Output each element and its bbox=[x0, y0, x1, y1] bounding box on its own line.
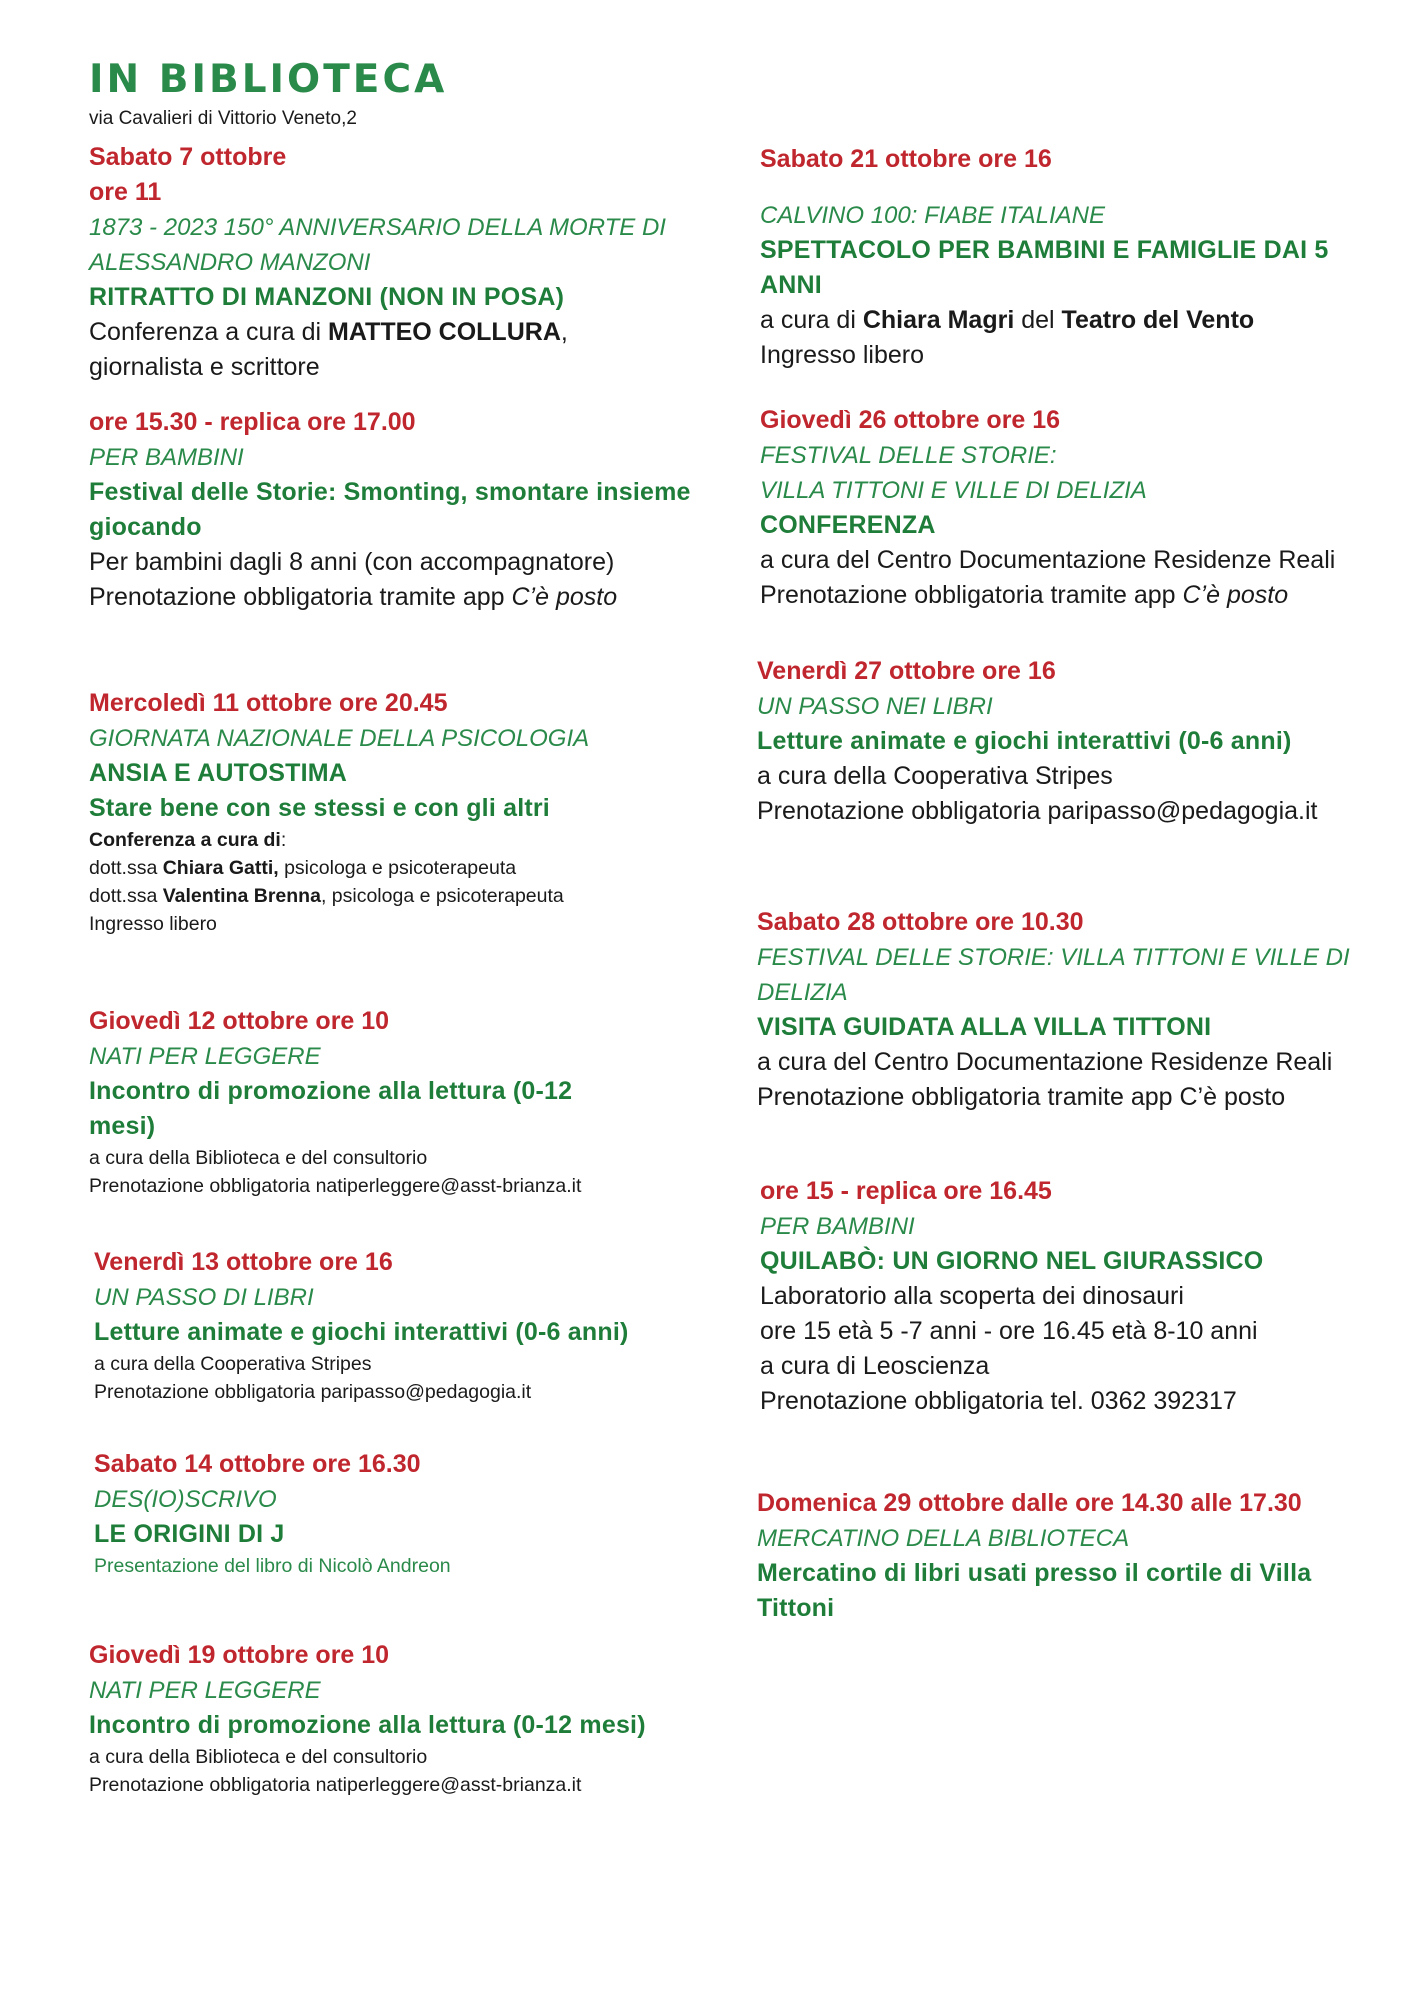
event-info: a cura della Biblioteca e del consultorio bbox=[89, 1147, 428, 1169]
event-time: ore 15 - replica ore 16.45 bbox=[760, 1177, 1052, 1205]
event-calvino bbox=[760, 142, 1328, 373]
event-organizer: a cura di Chiara Magri del Teatro del Vento bbox=[760, 306, 1255, 334]
event-info: Presentazione del libro di Nicolò Andreon bbox=[94, 1555, 451, 1577]
spacer bbox=[760, 177, 1328, 198]
event-category: MERCATINO DELLA BIBLIOTECA bbox=[757, 1525, 1130, 1552]
event-category: FESTIVAL DELLE STORIE: bbox=[760, 442, 1057, 469]
event-title: Incontro di promozione alla lettura (0-12 mesi) bbox=[89, 1711, 646, 1739]
event-conference-label: Conferenza a cura di: bbox=[89, 829, 287, 851]
event-speaker: dott.ssa Valentina Brenna, psicologa e psicoterapeuta bbox=[89, 885, 564, 907]
event-smonting bbox=[89, 405, 691, 615]
event-category: PER BAMBINI bbox=[89, 444, 244, 471]
event-speaker-role: giornalista e scrittore bbox=[89, 353, 320, 381]
event-info: a cura del Centro Documentazione Residenze Reali bbox=[760, 546, 1336, 574]
event-booking: Prenotazione obbligatoria paripasso@pedagogia.it bbox=[757, 797, 1318, 825]
event-booking: Prenotazione obbligatoria tramite app C’è posto bbox=[760, 581, 1289, 609]
event-visita-guidata bbox=[757, 905, 1350, 1115]
event-date: Sabato 14 ottobre ore 16.30 bbox=[94, 1450, 421, 1478]
event-info: Laboratorio alla scoperta dei dinosauri bbox=[760, 1282, 1184, 1310]
event-category: DELIZIA bbox=[757, 979, 848, 1006]
library-address: via Cavalieri di Vittorio Veneto,2 bbox=[89, 108, 357, 129]
event-date: Giovedì 26 ottobre ore 16 bbox=[760, 406, 1061, 434]
event-speaker: Conferenza a cura di MATTEO COLLURA, bbox=[89, 318, 568, 346]
event-passo-di-libri bbox=[94, 1245, 629, 1406]
event-date: Venerdì 27 ottobre ore 16 bbox=[757, 657, 1056, 685]
event-booking: Prenotazione obbligatoria tel. 0362 392317 bbox=[760, 1387, 1237, 1415]
event-passo-nei-libri bbox=[757, 654, 1318, 829]
event-title: RITRATTO DI MANZONI (NON IN POSA) bbox=[89, 283, 565, 311]
event-category: GIORNATA NAZIONALE DELLA PSICOLOGIA bbox=[89, 725, 590, 752]
event-category: ALESSANDRO MANZONI bbox=[89, 249, 371, 276]
event-category: UN PASSO DI LIBRI bbox=[94, 1284, 314, 1311]
event-title: mesi) bbox=[89, 1112, 156, 1140]
event-info: a cura della Cooperativa Stripes bbox=[757, 762, 1113, 790]
event-category: VILLA TITTONI E VILLE DI DELIZIA bbox=[760, 477, 1147, 504]
event-booking: Prenotazione obbligatoria tramite app C’è posto bbox=[89, 583, 618, 611]
event-nati-per-leggere-19 bbox=[89, 1638, 646, 1799]
event-time: ore 11 bbox=[89, 178, 162, 206]
event-category: CALVINO 100: FIABE ITALIANE bbox=[760, 202, 1106, 229]
event-category: PER BAMBINI bbox=[760, 1213, 915, 1240]
event-category: NATI PER LEGGERE bbox=[89, 1677, 321, 1704]
event-psicologia bbox=[89, 686, 589, 938]
event-origini-di-j bbox=[94, 1447, 451, 1580]
event-manzoni bbox=[89, 140, 666, 385]
event-title: CONFERENZA bbox=[760, 511, 936, 539]
event-date: Giovedì 12 ottobre ore 10 bbox=[89, 1007, 390, 1035]
event-category: 1873 - 2023 150° ANNIVERSARIO DELLA MORTE DI bbox=[89, 214, 666, 241]
event-title: Festival delle Storie: Smonting, smontare insieme bbox=[89, 478, 691, 506]
event-date: Mercoledì 11 ottobre ore 20.45 bbox=[89, 689, 448, 717]
event-date: Domenica 29 ottobre dalle ore 14.30 alle 17.30 bbox=[757, 1489, 1302, 1517]
event-festival-conferenza bbox=[760, 403, 1335, 613]
event-booking: Prenotazione obbligatoria natiperleggere@asst-brianza.it bbox=[89, 1175, 582, 1197]
event-category: FESTIVAL DELLE STORIE: VILLA TITTONI E VILLE DI bbox=[757, 944, 1350, 971]
event-date: Sabato 21 ottobre ore 16 bbox=[760, 145, 1052, 173]
event-category: DES(IO)SCRIVO bbox=[94, 1486, 277, 1513]
event-date: Sabato 28 ottobre ore 10.30 bbox=[757, 908, 1084, 936]
event-mercatino bbox=[757, 1486, 1311, 1626]
event-title: ANNI bbox=[760, 271, 822, 299]
event-title: ANSIA E AUTOSTIMA bbox=[89, 759, 348, 787]
event-info: a cura del Centro Documentazione Residenze Reali bbox=[757, 1048, 1333, 1076]
event-title: QUILABÒ: UN GIORNO NEL GIURASSICO bbox=[760, 1247, 1264, 1275]
event-title: Tittoni bbox=[757, 1594, 835, 1622]
event-booking: Prenotazione obbligatoria natiperleggere@asst-brianza.it bbox=[89, 1774, 582, 1796]
event-date: Giovedì 19 ottobre ore 10 bbox=[89, 1641, 390, 1669]
event-organizer: a cura di Leoscienza bbox=[760, 1352, 990, 1380]
event-subtitle: Stare bene con se stessi e con gli altri bbox=[89, 794, 550, 822]
page-title: IN BIBLIOTECA bbox=[89, 57, 448, 102]
event-category: NATI PER LEGGERE bbox=[89, 1043, 321, 1070]
event-title: Letture animate e giochi interattivi (0-6 anni) bbox=[94, 1318, 629, 1346]
event-title: Letture animate e giochi interattivi (0-6 anni) bbox=[757, 727, 1292, 755]
event-title: Incontro di promozione alla lettura (0-12 bbox=[89, 1077, 573, 1105]
event-entry: Ingresso libero bbox=[760, 341, 924, 369]
event-info: ore 15 età 5 -7 anni - ore 16.45 età 8-10 anni bbox=[760, 1317, 1258, 1345]
event-quilabo bbox=[760, 1174, 1263, 1419]
event-booking: Prenotazione obbligatoria tramite app C’è posto bbox=[757, 1083, 1286, 1111]
event-category: UN PASSO NEI LIBRI bbox=[757, 693, 993, 720]
event-title: VISITA GUIDATA ALLA VILLA TITTONI bbox=[757, 1013, 1212, 1041]
event-title: Mercatino di libri usati presso il cortile di Villa bbox=[757, 1559, 1312, 1587]
event-title: LE ORIGINI DI J bbox=[94, 1520, 285, 1548]
event-info: a cura della Cooperativa Stripes bbox=[94, 1353, 372, 1375]
event-title: giocando bbox=[89, 513, 202, 541]
event-speaker: dott.ssa Chiara Gatti, psicologa e psicoterapeuta bbox=[89, 857, 517, 879]
event-time: ore 15.30 - replica ore 17.00 bbox=[89, 408, 416, 436]
event-booking: Prenotazione obbligatoria paripasso@pedagogia.it bbox=[94, 1381, 532, 1403]
event-date: Venerdì 13 ottobre ore 16 bbox=[94, 1248, 393, 1276]
event-date: Sabato 7 ottobre bbox=[89, 143, 287, 171]
event-info: Per bambini dagli 8 anni (con accompagnatore) bbox=[89, 548, 615, 576]
event-entry: Ingresso libero bbox=[89, 913, 217, 935]
event-title: SPETTACOLO PER BAMBINI E FAMIGLIE DAI 5 bbox=[760, 236, 1329, 264]
event-nati-per-leggere-12 bbox=[89, 1004, 581, 1200]
event-info: a cura della Biblioteca e del consultorio bbox=[89, 1746, 428, 1768]
